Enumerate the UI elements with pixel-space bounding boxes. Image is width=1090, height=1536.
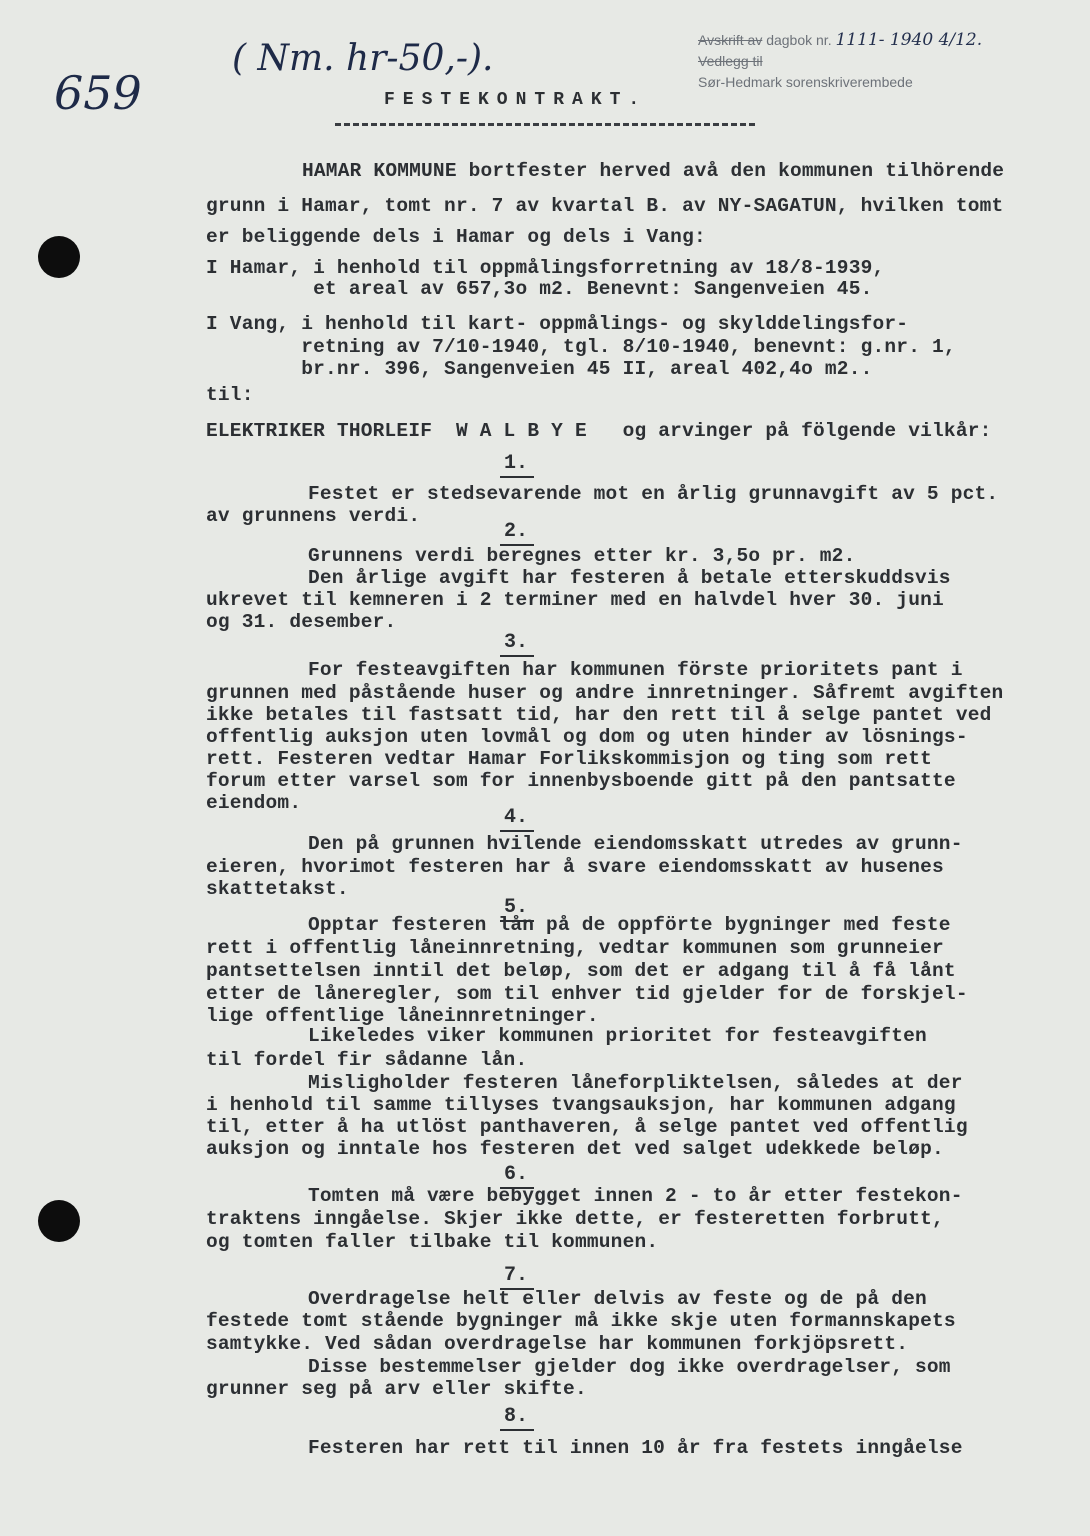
section-7-line-4: Disse bestemmelser gjelder dog ikke overdragelser, som	[308, 1356, 951, 1378]
section-5-line-9: i henhold til samme tillyses tvangsauksjon, har kommunen adgang	[206, 1094, 956, 1116]
section-5-line-3: pantsettelsen inntil det beløp, som det er adgang til å få lånt	[206, 960, 956, 982]
section-number-2: 2.	[500, 520, 534, 546]
punch-hole-bottom	[38, 1200, 80, 1242]
stamp-struck-text-2: Vedlegg til	[698, 53, 763, 69]
section-number-5: 5.	[500, 896, 534, 922]
page-number: 659	[54, 66, 142, 120]
section-1-line-2: av grunnens verdi.	[206, 505, 421, 527]
section-7-line-1: Overdragelse helt eller delvis av feste og de på den	[308, 1288, 927, 1310]
section-5-line-10: til, etter å ha utlöst panthaveren, å selge pantet ved offentlig	[206, 1116, 968, 1138]
section-3-line-6: forum etter varsel som for innenbysboende gitt på den pantsatte	[206, 770, 956, 792]
intro-line-2: grunn i Hamar, tomt nr. 7 av kvartal B. av NY-SAGATUN, hvilken tomt	[206, 195, 1004, 217]
section-5-line-8: Misligholder festeren låneforpliktelsen, således at der	[308, 1072, 963, 1094]
section-8-line-1: Festeren har rett til innen 10 år fra festets inngåelse	[308, 1437, 963, 1459]
section-7-line-3: samtykke. Ved sådan overdragelse har kommunen forkjöpsrett.	[206, 1333, 909, 1355]
section-5-line-6: Likeledes viker kommunen prioritet for festeavgiften	[308, 1025, 927, 1047]
intro-line-3: er beliggende dels i Hamar og dels i Vang:	[206, 226, 706, 248]
punch-hole-top	[38, 236, 80, 278]
section-2-line-1: Grunnens verdi beregnes etter kr. 3,5o pr. m2.	[308, 545, 856, 567]
section-4-line-3: skattetakst.	[206, 878, 349, 900]
stamp-dagbok-label: dagbok nr.	[766, 32, 832, 48]
section-6-line-1: Tomten må være bebygget innen 2 - to år etter festekon-	[308, 1185, 963, 1207]
section-3-line-2: grunnen med påstående huser og andre innretninger. Såfremt avgiften	[206, 682, 1004, 704]
section-number-6: 6.	[500, 1163, 534, 1189]
section-3-line-7: eiendom.	[206, 792, 302, 814]
hamar-line-1: I Hamar, i henhold til oppmålingsforretning av 18/8-1939,	[206, 257, 885, 279]
section-5-line-7: til fordel fir sådanne lån.	[206, 1049, 528, 1071]
title-underline	[335, 123, 755, 126]
section-3-line-4: offentlig auksjon uten lovmål og dom og uten hinder av lösnings-	[206, 726, 968, 748]
section-4-line-2: eieren, hvorimot festeren har å svare eiendomsskatt av husenes	[206, 856, 944, 878]
section-1-line-1: Festet er stedsevarende mot en årlig grunnavgift av 5 pct.	[308, 483, 999, 505]
section-5-line-4: etter de låneregler, som til enhver tid gjelder for de forskjel-	[206, 983, 968, 1005]
section-number-8: 8.	[500, 1405, 534, 1431]
intro-line-1: HAMAR KOMMUNE bortfester herved avå den kommunen tilhörende	[302, 160, 1005, 182]
registry-stamp	[698, 30, 1038, 93]
section-6-line-2: traktens inngåelse. Skjer ikke dette, er festeretten forbrutt,	[206, 1208, 944, 1230]
document-title: FESTEKONTRAKT.	[384, 90, 648, 110]
stamp-court-name: Sør-Hedmark sorenskriverembede	[698, 74, 913, 90]
section-3-line-5: rett. Festeren vedtar Hamar Forlikskommisjon og ting som rett	[206, 748, 933, 770]
section-number-7: 7.	[500, 1264, 534, 1290]
stamp-dagbok-number: 1111- 1940 4/12.	[835, 30, 983, 50]
section-5-line-2: rett i offentlig låneinnretning, vedtar kommunen som grunneier	[206, 937, 944, 959]
section-6-line-3: og tomten faller tilbake til kommunen.	[206, 1231, 659, 1253]
section-7-line-5: grunner seg på arv eller skifte.	[206, 1378, 587, 1400]
party-line: ELEKTRIKER THORLEIF W A L B Y E og arvinger på fölgende vilkår:	[206, 420, 992, 442]
section-2-line-2: Den årlige avgift har festeren å betale etterskuddsvis	[308, 567, 951, 589]
til-label: til:	[206, 384, 254, 406]
section-5-line-11: auksjon og inntale hos festeren det ved salget udekkede beløp.	[206, 1138, 944, 1160]
section-3-line-1: For festeavgiften har kommunen förste prioritets pant i	[308, 659, 963, 681]
section-number-1: 1.	[500, 452, 534, 478]
hamar-line-2: et areal av 657,3o m2. Benevnt: Sangenveien 45.	[206, 278, 873, 300]
section-number-3: 3.	[500, 631, 534, 657]
section-2-line-3: ukrevet til kemneren i 2 terminer med en halvdel hver 30. juni	[206, 589, 944, 611]
stamp-struck-text-1: Avskrift av	[698, 32, 763, 48]
section-3-line-3: ikke betales til fastsatt tid, har den rett til å selge pantet ved	[206, 704, 992, 726]
section-5-line-5: lige offentlige låneinnretninger.	[206, 1005, 599, 1027]
handwritten-reference: ( Nm. hr-50,-).	[232, 38, 494, 79]
vang-line-1: I Vang, i henhold til kart- oppmålings- og skylddelingsfor-	[206, 313, 909, 335]
vang-line-2: retning av 7/10-1940, tgl. 8/10-1940, benevnt: g.nr. 1,	[206, 336, 956, 358]
section-4-line-1: Den på grunnen hvilende eiendomsskatt utredes av grunn-	[308, 833, 963, 855]
section-number-4: 4.	[500, 806, 534, 832]
section-7-line-2: festede tomt stående bygninger må ikke skje uten formannskapets	[206, 1310, 956, 1332]
section-2-line-4: og 31. desember.	[206, 611, 397, 633]
section-5-line-1: Opptar festeren lån på de oppförte bygninger med feste	[308, 914, 951, 936]
vang-line-3: br.nr. 396, Sangenveien 45 II, areal 402,4o m2..	[206, 358, 873, 380]
